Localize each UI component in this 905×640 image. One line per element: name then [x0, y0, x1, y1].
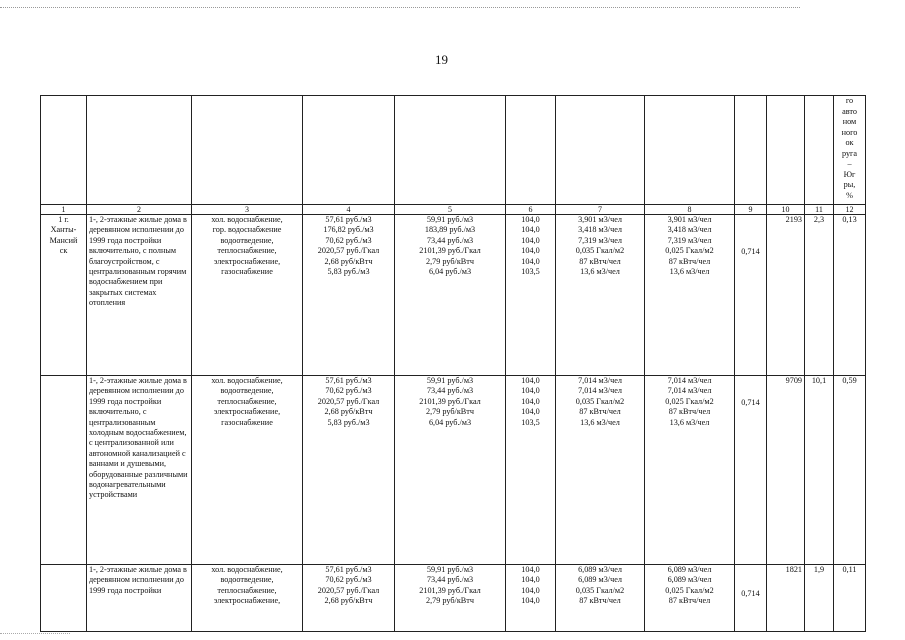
col11-cell: 1,9 [805, 565, 834, 632]
tariff-table [40, 95, 866, 632]
column-number: 8 [645, 205, 735, 215]
column-number: 10 [767, 205, 805, 215]
description-cell: 1-, 2-этажные жилые дома в деревянном исполнении до 1999 года постройки включительно, с полным благоустройством, с централизованным горячим водоснабжением при закрытых системах отопления [87, 215, 192, 376]
header-cell [645, 96, 735, 205]
municipality-cell: 1 г. Ханты- Мансий ск [41, 215, 87, 376]
volume-prev-cell: 6,089 м3/чел 6,089 м3/чел 0,035 Гкал/м2 87 кВтч/чел [556, 565, 645, 632]
column-number: 11 [805, 205, 834, 215]
services-cell: хол. водоснабжение, водоотведение, теплоснабжение, электроснабжение, [192, 565, 303, 632]
col12-cell: 0,13 [834, 215, 866, 376]
column-number: 7 [556, 205, 645, 215]
col10-cell: 2193 [767, 215, 805, 376]
scan-artifact-bottom [0, 633, 70, 634]
col9-cell: 0,714 [735, 215, 767, 376]
header-cell-col12: го авто ном ного ок руга – Юг ры, % [834, 96, 866, 205]
column-number-row [41, 205, 866, 215]
tariff-new-cell: 59,91 руб./м3 183,89 руб./м3 73,44 руб./м3 2101,39 руб./Гкал 2,79 руб/кВтч 6,04 руб./м3 [395, 215, 506, 376]
table-row [41, 376, 866, 565]
table-row [41, 565, 866, 632]
header-cell [805, 96, 834, 205]
volume-new-cell: 3,901 м3/чел 3,418 м3/чел 7,319 м3/чел 0,025 Гкал/м2 87 кВтч/чел 13,6 м3/чел [645, 215, 735, 376]
column-number: 12 [834, 205, 866, 215]
column-number: 2 [87, 205, 192, 215]
tariff-new-cell: 59,91 руб./м3 73,44 руб./м3 2101,39 руб./Гкал 2,79 руб/кВтч [395, 565, 506, 632]
volume-prev-cell: 7,014 м3/чел 7,014 м3/чел 0,035 Гкал/м2 87 кВтч/чел 13,6 м3/чел [556, 376, 645, 565]
municipality-cell [41, 565, 87, 632]
column-number: 9 [735, 205, 767, 215]
col10-cell: 1821 [767, 565, 805, 632]
volume-new-cell: 6,089 м3/чел 6,089 м3/чел 0,025 Гкал/м2 87 кВтч/чел [645, 565, 735, 632]
header-row [41, 96, 866, 205]
index-cell: 104,0 104,0 104,0 104,0 [506, 565, 556, 632]
col12-cell: 0,59 [834, 376, 866, 565]
col9-cell: 0,714 [735, 376, 767, 565]
column-number: 6 [506, 205, 556, 215]
volume-prev-cell: 3,901 м3/чел 3,418 м3/чел 7,319 м3/чел 0,035 Гкал/м2 87 кВтч/чел 13,6 м3/чел [556, 215, 645, 376]
col10-cell: 9709 [767, 376, 805, 565]
description-cell: 1-, 2-этажные жилые дома в деревянном исполнении до 1999 года постройки [87, 565, 192, 632]
header-cell [87, 96, 192, 205]
header-cell [506, 96, 556, 205]
header-cell [395, 96, 506, 205]
tariff-new-cell: 59,91 руб./м3 73,44 руб./м3 2101,39 руб./Гкал 2,79 руб/кВтч 6,04 руб./м3 [395, 376, 506, 565]
header-cell [767, 96, 805, 205]
tariff-prev-cell: 57,61 руб./м3 70,62 руб./м3 2020,57 руб./Гкал 2,68 руб/кВтч 5,83 руб./м3 [303, 376, 395, 565]
column-number: 3 [192, 205, 303, 215]
col12-cell: 0,11 [834, 565, 866, 632]
municipality-cell [41, 376, 87, 565]
column-number: 1 [41, 205, 87, 215]
col11-cell: 10,1 [805, 376, 834, 565]
col11-cell: 2,3 [805, 215, 834, 376]
header-cell [556, 96, 645, 205]
index-cell: 104,0 104,0 104,0 104,0 104,0 103,5 [506, 215, 556, 376]
tariff-prev-cell: 57,61 руб./м3 176,82 руб./м3 70,62 руб./м3 2020,57 руб./Гкал 2,68 руб/кВтч 5,83 руб./м3 [303, 215, 395, 376]
column-number: 5 [395, 205, 506, 215]
header-cell [192, 96, 303, 205]
col9-cell: 0,714 [735, 565, 767, 632]
header-cell [41, 96, 87, 205]
index-cell: 104,0 104,0 104,0 104,0 103,5 [506, 376, 556, 565]
table-row [41, 215, 866, 376]
tariff-prev-cell: 57,61 руб./м3 70,62 руб./м3 2020,57 руб./Гкал 2,68 руб/кВтч [303, 565, 395, 632]
header-cell [303, 96, 395, 205]
services-cell: хол. водоснабжение, гор. водоснабжение водоотведение, теплоснабжение, электроснабжение, газоснабжение [192, 215, 303, 376]
scan-artifact-top [0, 7, 800, 8]
column-number: 4 [303, 205, 395, 215]
page-number: 19 [435, 52, 448, 67]
description-cell: 1-, 2-этажные жилые дома в деревянном исполнении до 1999 года постройки включительно, с централизованным холодным водоснабжением, с централизованной или автономной канализацией с ваннами и душевыми, оборудованные различными водонагревательными устройствами [87, 376, 192, 565]
header-cell [735, 96, 767, 205]
services-cell: хол. водоснабжение, водоотведение, теплоснабжение, электроснабжение, газоснабжение [192, 376, 303, 565]
volume-new-cell: 7,014 м3/чел 7,014 м3/чел 0,025 Гкал/м2 87 кВтч/чел 13,6 м3/чел [645, 376, 735, 565]
